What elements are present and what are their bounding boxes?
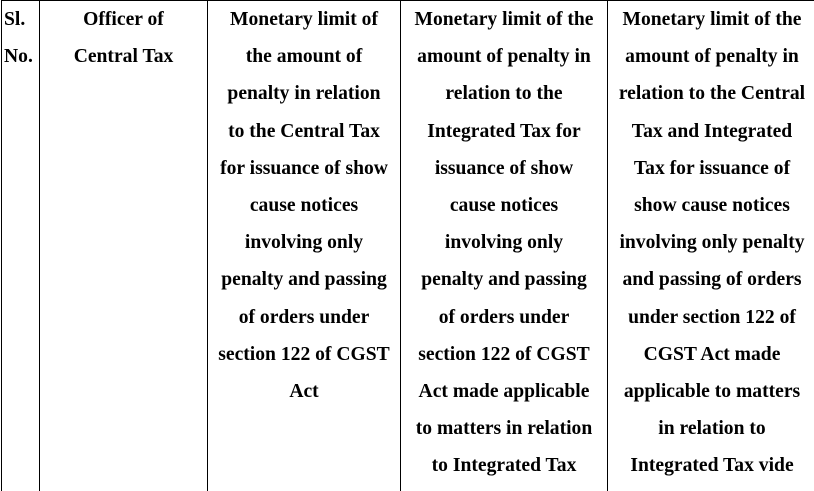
header-line: penalty and passing bbox=[221, 269, 387, 291]
header-central-tax-limit bbox=[208, 1, 401, 491]
header-line: Monetary limit of the bbox=[622, 9, 802, 30]
header-line: section 122 of CGST bbox=[218, 343, 390, 365]
header-line: of orders under bbox=[238, 306, 370, 328]
header-line: relation to the Central bbox=[618, 83, 806, 105]
header-line: penalty and passing bbox=[421, 269, 587, 291]
header-line: show cause notices bbox=[634, 194, 790, 216]
header-line: Tax for issuance of bbox=[633, 157, 791, 179]
header-line: for issuance of show bbox=[220, 157, 388, 179]
header-line: in relation to bbox=[658, 418, 766, 440]
header-line: Tax and Integrated bbox=[631, 120, 793, 142]
header-line: applicable to matters bbox=[623, 380, 801, 402]
header-line: under section 122 of bbox=[628, 306, 796, 328]
header-line: Monetary limit of bbox=[230, 9, 378, 30]
header-line: cause notices bbox=[449, 194, 559, 216]
header-line: involving only penalty bbox=[619, 232, 805, 254]
header-line: Sl. bbox=[4, 9, 26, 30]
header-line: to Integrated Tax bbox=[431, 455, 577, 477]
header-line: penalty in relation bbox=[227, 83, 381, 105]
header-integrated-tax-limit bbox=[401, 1, 608, 491]
header-line: Integrated Tax vide bbox=[630, 455, 794, 477]
header-line: Monetary limit of the bbox=[414, 9, 594, 30]
header-line: relation to the bbox=[445, 83, 563, 105]
header-line: Act made applicable bbox=[418, 380, 590, 402]
header-line: amount of penalty in bbox=[417, 46, 591, 68]
header-line: of orders under bbox=[438, 306, 570, 328]
header-line: amount of penalty in bbox=[625, 46, 799, 68]
header-line: Officer of bbox=[83, 9, 164, 30]
header-line: Act bbox=[289, 380, 319, 402]
header-line: involving only bbox=[244, 232, 364, 254]
header-line: Integrated Tax for bbox=[427, 120, 581, 142]
header-line: to the Central Tax bbox=[228, 120, 380, 142]
penalty-limits-table bbox=[1, 0, 814, 491]
header-line: CGST Act made bbox=[643, 343, 781, 365]
header-line: cause notices bbox=[249, 194, 359, 216]
header-line: to matters in relation bbox=[415, 418, 593, 440]
header-line: section 122 of CGST bbox=[418, 343, 590, 365]
header-line: issuance of show bbox=[434, 157, 574, 179]
header-line: and passing of orders bbox=[622, 269, 802, 291]
header-line: Central Tax bbox=[73, 46, 174, 68]
header-line: involving only bbox=[444, 232, 564, 254]
header-central-and-integrated-tax-limit bbox=[608, 1, 814, 491]
header-line: No. bbox=[4, 46, 33, 68]
header-row bbox=[2, 1, 814, 491]
header-officer-of-central-tax bbox=[40, 1, 208, 491]
table-header bbox=[2, 1, 814, 491]
header-line: the amount of bbox=[245, 46, 363, 68]
header-sl-no bbox=[2, 1, 40, 491]
